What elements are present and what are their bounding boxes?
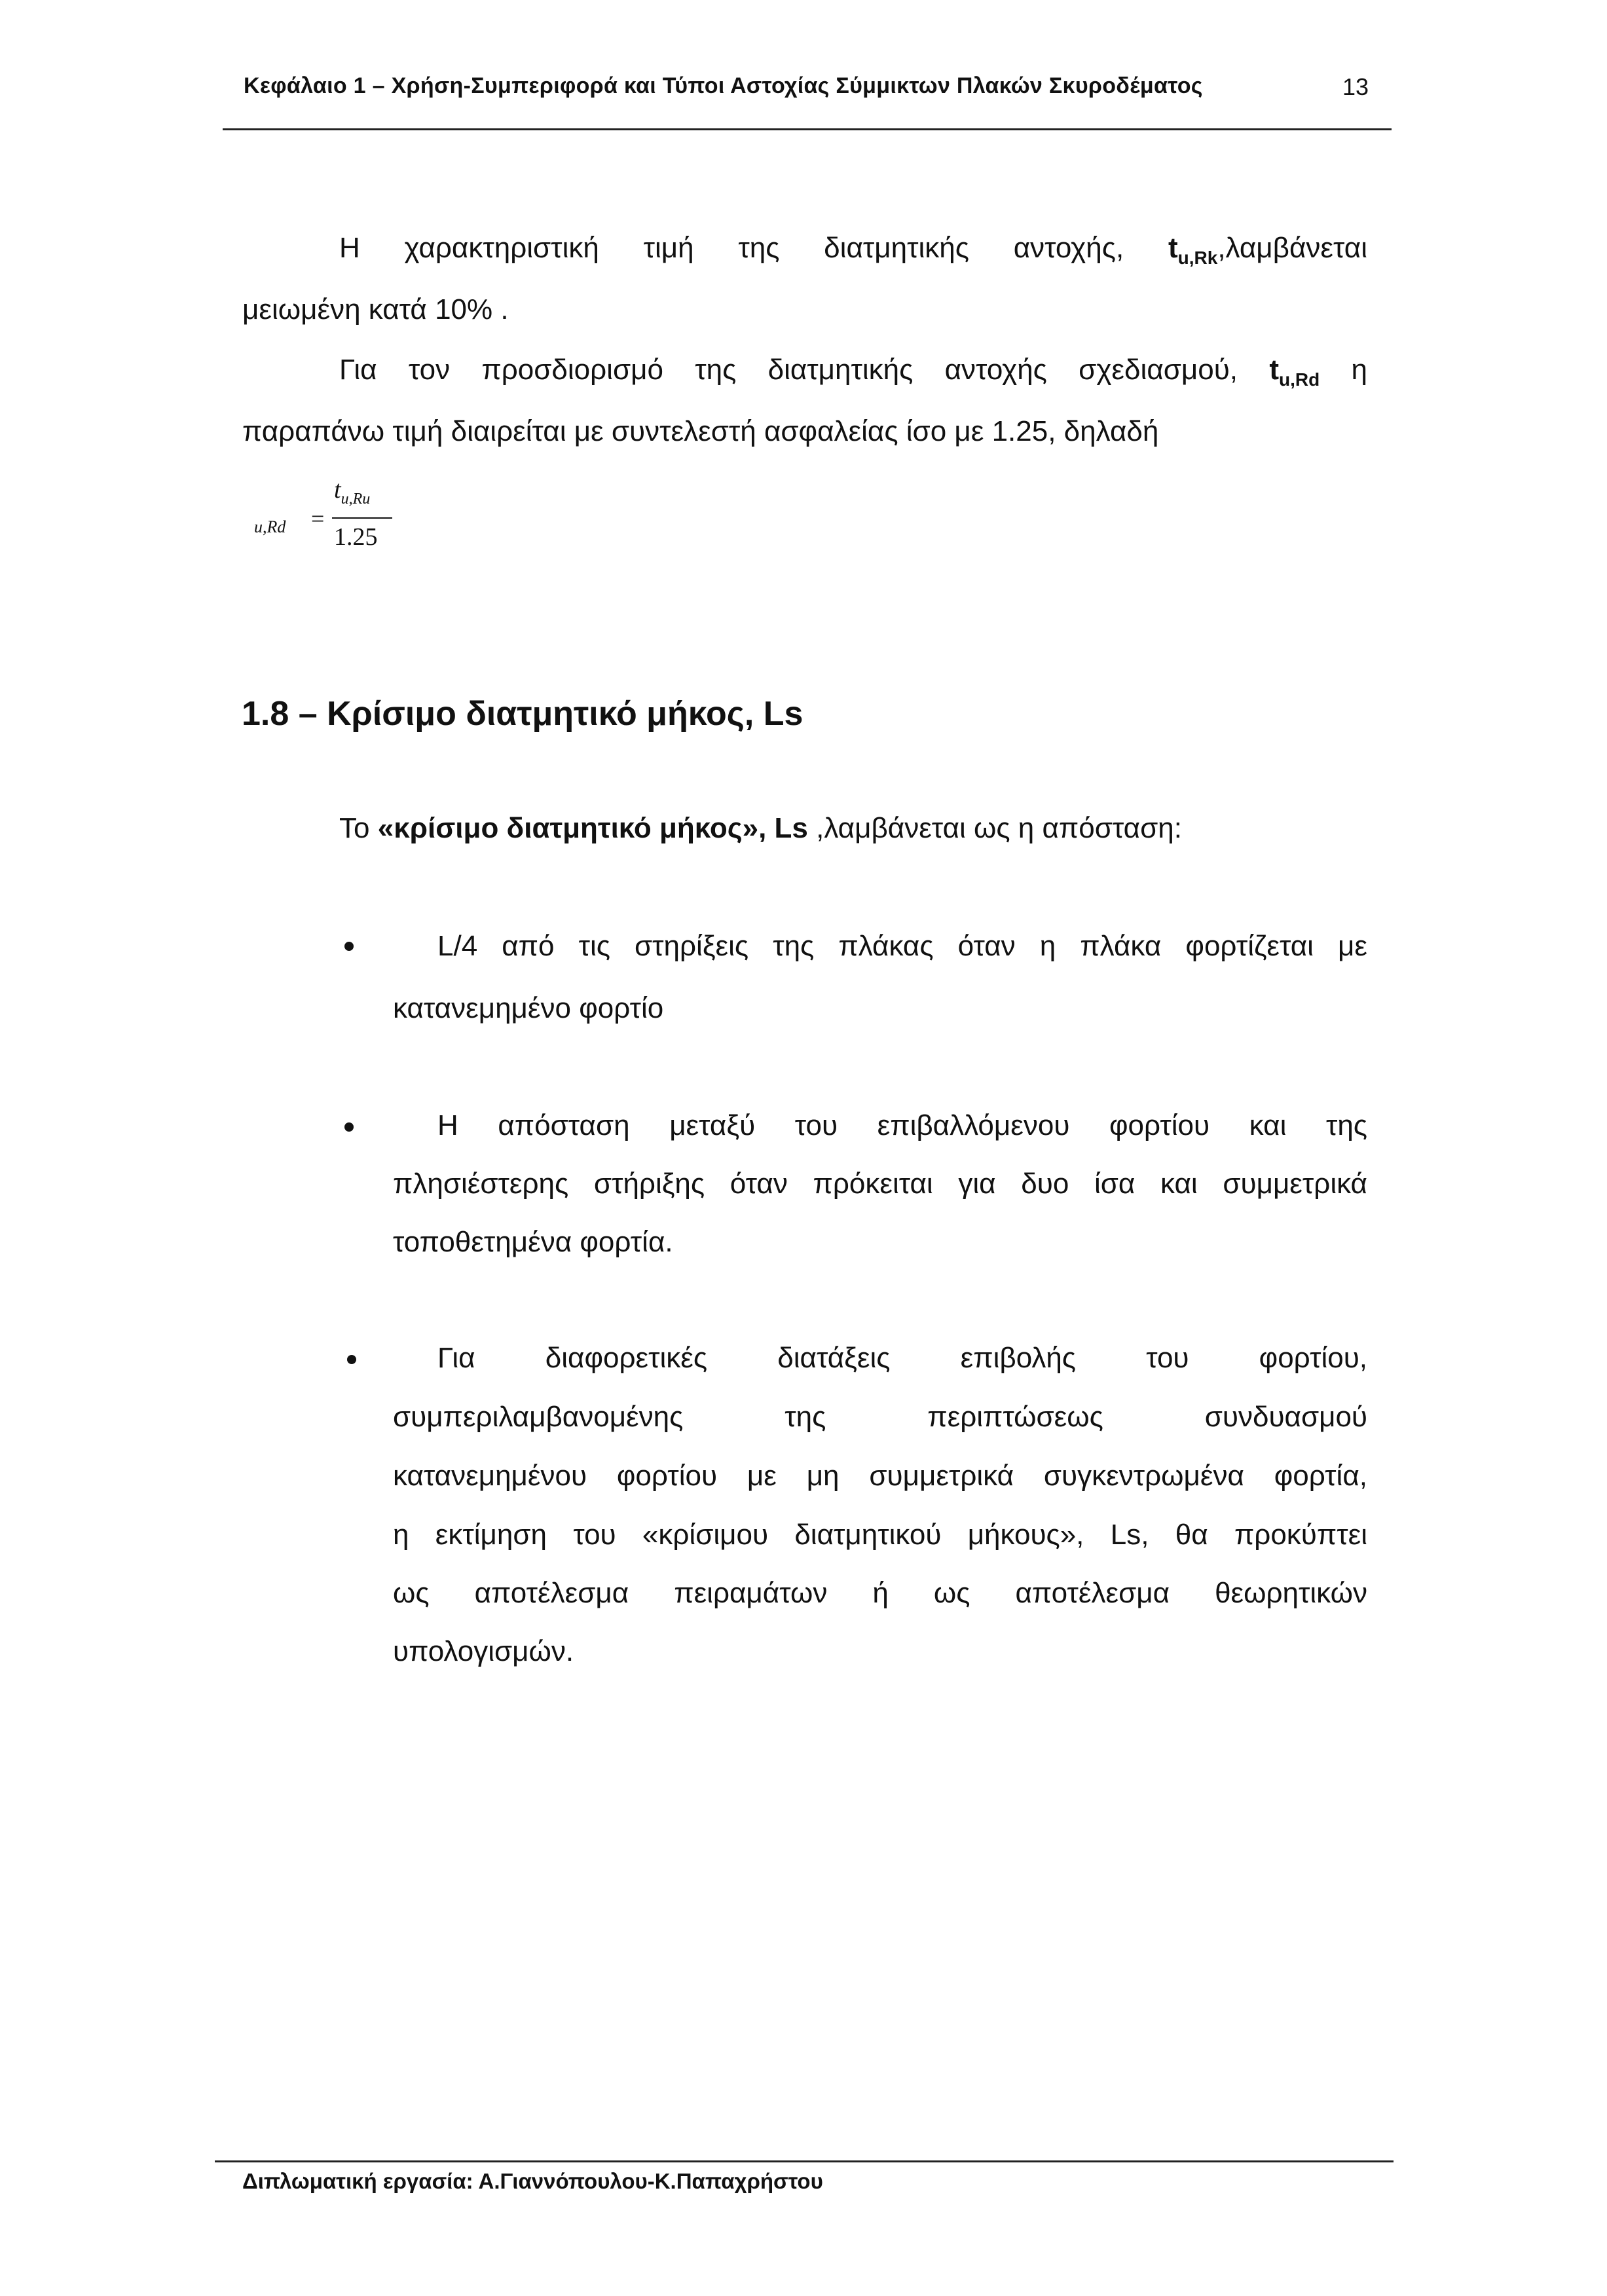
bullet-3-line-2: συμπεριλαμβανομένης της περιπτώσεως συνδυασμού bbox=[393, 1401, 1367, 1433]
paragraph-1-tail: ,λαμβάνεται bbox=[1217, 232, 1367, 264]
footer-divider bbox=[215, 2160, 1394, 2162]
formula-numerator bbox=[334, 475, 370, 508]
bullet-3-line-6: υπολογισμών. bbox=[393, 1635, 574, 1667]
formula-denominator: 1.25 bbox=[334, 523, 378, 551]
intro-term: «κρίσιμο διατμητικό μήκος», Ls bbox=[377, 812, 808, 844]
section-heading: 1.8 – Κρίσιμο διατμητικό μήκος, Ls bbox=[242, 695, 804, 733]
bullet-1-line-1: L/4 από τις στηρίξεις της πλάκας όταν η πλάκα φορτίζεται με bbox=[437, 930, 1367, 962]
symbol-tu-rd-sub: u,Rd bbox=[1278, 369, 1320, 390]
intro-prefix: Το bbox=[339, 812, 378, 844]
header-divider bbox=[223, 128, 1392, 130]
paragraph-2-text: Για τον προσδιορισμό της διατμητικής αντοχής σχεδιασμού, bbox=[339, 354, 1238, 386]
symbol-tu-rd-main: t bbox=[1269, 354, 1279, 386]
bullet-3-line-1: Για διαφορετικές διατάξεις επιβολής του φορτίου, bbox=[437, 1342, 1367, 1374]
symbol-tu-rk-main: t bbox=[1168, 232, 1178, 264]
bullet-3-line-4: η εκτίμηση του «κρίσιμου διατμητικού μήκους», Ls, θα προκύπτει bbox=[393, 1519, 1367, 1551]
paragraph-2-tail: η bbox=[1351, 354, 1367, 386]
symbol-tu-rd bbox=[1269, 354, 1320, 390]
intro-line bbox=[339, 812, 1182, 845]
formula-numerator-sub: u,Ru bbox=[341, 491, 371, 508]
bullet-3-line-3: κατανεμημένου φορτίου με μη συμμετρικά συγκεντρωμένα φορτία, bbox=[393, 1460, 1367, 1492]
formula-lhs: u,Rd bbox=[254, 517, 286, 536]
bullet-2-line-2: πλησιέστερης στήριξης όταν πρόκειται για δυο ίσα και συμμετρικά bbox=[393, 1168, 1367, 1200]
symbol-tu-rk-sub: u,Rk bbox=[1177, 248, 1218, 268]
bullet-2-line-3: τοποθετημένα φορτία. bbox=[393, 1226, 673, 1258]
paragraph-2-line-1 bbox=[339, 354, 1367, 390]
bullet-dot bbox=[344, 1122, 354, 1132]
bullet-3-line-5: ως αποτέλεσμα πειραμάτων ή ως αποτέλεσμα θεωρητικών bbox=[393, 1577, 1367, 1609]
formula-numerator-main: t bbox=[334, 476, 341, 504]
bullet-2-line-1: Η απόσταση μεταξύ του επιβαλλόμενου φορτίου και της bbox=[437, 1109, 1367, 1141]
bullet-dot bbox=[344, 942, 354, 951]
running-header: Κεφάλαιο 1 – Χρήση-Συμπεριφορά και Τύποι Αστοχίας Σύμμικτων Πλακών Σκυροδέματος bbox=[244, 73, 1203, 98]
formula-equals: = bbox=[311, 506, 325, 532]
running-footer: Διπλωματική εργασία: Α.Γιαννόπουλου-Κ.Παπαχρήστου bbox=[242, 2169, 823, 2193]
symbol-tu-rk bbox=[1168, 232, 1367, 268]
bullet-1-line-2: κατανεμημένο φορτίο bbox=[393, 992, 664, 1024]
paragraph-1-line-1 bbox=[339, 232, 1367, 268]
fraction-bar bbox=[332, 517, 392, 519]
paragraph-1-line-2: μειωμένη κατά 10% . bbox=[242, 293, 509, 325]
page-number: 13 bbox=[1342, 73, 1369, 100]
paragraph-1-text: Η χαρακτηριστική τιμή της διατμητικής αντοχής, bbox=[339, 232, 1124, 264]
intro-suffix: ,λαμβάνεται ως η απόσταση: bbox=[807, 812, 1182, 844]
bullet-dot bbox=[347, 1355, 356, 1364]
paragraph-2-line-2: παραπάνω τιμή διαιρείται με συντελεστή ασφαλείας ίσο με 1.25, δηλαδή bbox=[242, 415, 1159, 447]
